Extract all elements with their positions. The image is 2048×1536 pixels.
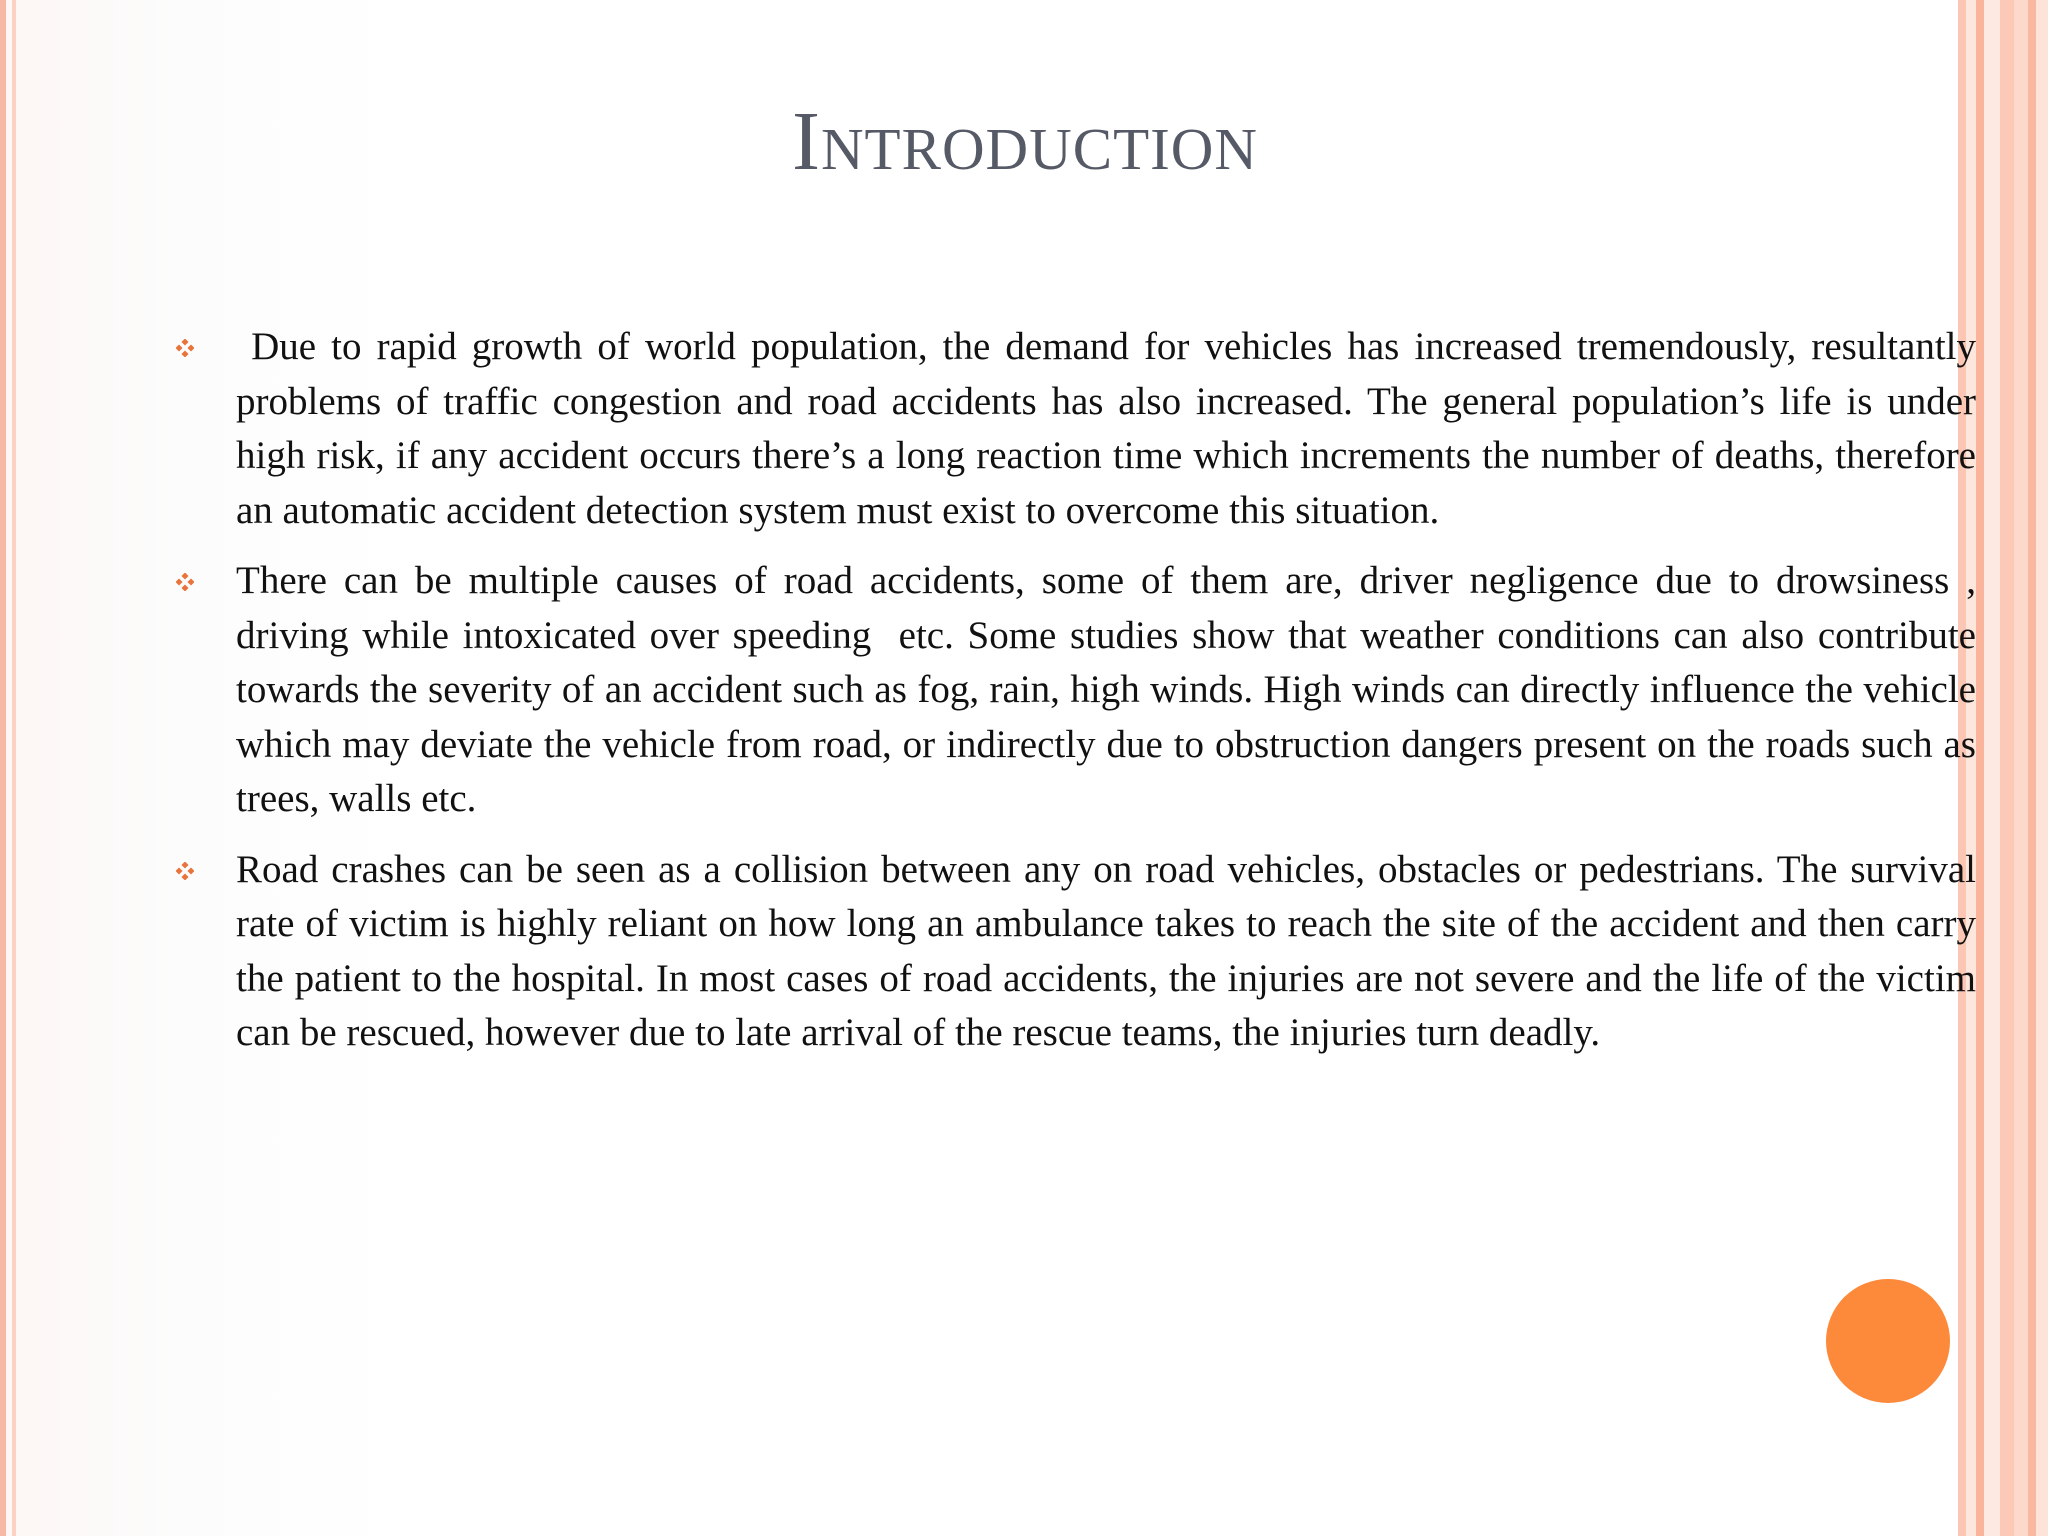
diamond-bullet-icon [176, 339, 194, 357]
left-border-stripe [0, 0, 6, 1536]
bullet-item [172, 843, 1976, 1061]
bullet-text: There can be multiple causes of road accidents, some of them are, driver negligence due to drowsiness , driving while intoxicated over speeding etc. Some studies show that weather conditions can also contribute towards the severity of an accident such as fog, rain, high winds. High winds can directly influence the vehicle which may deviate the vehicle from road, or indirectly due to obstruction dangers present on the roads such as trees, walls etc. [236, 559, 1976, 820]
right-border-stripe [1984, 0, 2000, 1536]
right-border-stripe [2000, 0, 2048, 1536]
slide-title: Introduction [791, 95, 1259, 188]
bullet-item [172, 554, 1976, 827]
bullet-text: Due to rapid growth of world population, the demand for vehicles has increased tremendously, resultantly problems of traffic congestion and road accidents has also increased. The general population’s life is under high risk, if any accident occurs there’s a long reaction time which increments the number of deaths, therefore an automatic accident detection system must exist to overcome this situation. [236, 325, 1976, 532]
right-border-stripe [1976, 0, 1984, 1536]
left-border-stripe-thin [12, 0, 16, 1536]
accent-circle [1826, 1279, 1950, 1403]
diamond-bullet-icon [176, 862, 194, 880]
bullet-text: Road crashes can be seen as a collision between any on road vehicles, obstacles or pedestrians. The survival rate of victim is highly reliant on how long an ambulance takes to reach the site of the accident and then carry the patient to the hospital. In most cases of road accidents, the injuries are not severe and the life of the victim can be rescued, however due to late arrival of the rescue teams, the injuries turn deadly. [236, 847, 1976, 1054]
bullet-item [172, 320, 1976, 538]
bullet-list [172, 320, 1976, 1077]
diamond-bullet-icon [176, 573, 194, 591]
